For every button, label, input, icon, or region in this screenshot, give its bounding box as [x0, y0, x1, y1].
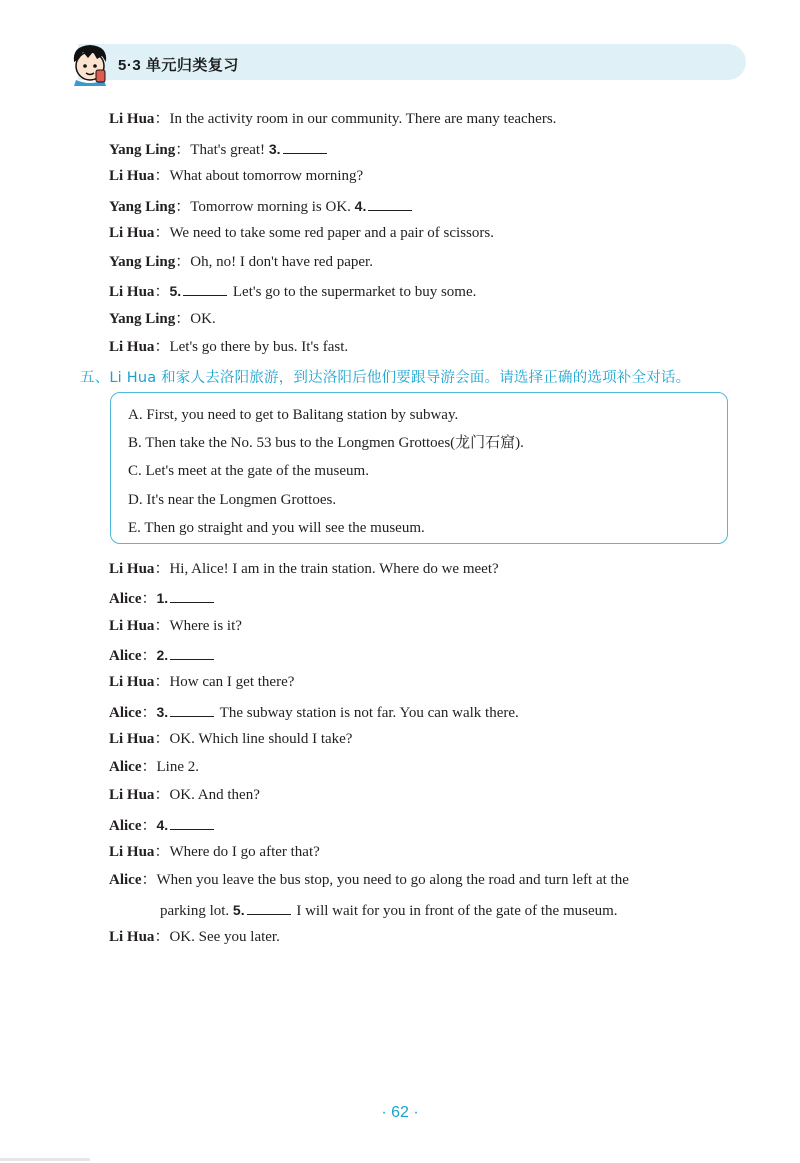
dialogue-top-line [109, 310, 216, 328]
question-number: 5. [169, 283, 182, 299]
speaker-name: Alice [109, 872, 142, 889]
line-text: Hi, Alice! I am in the train station. Where do we meet? [169, 561, 499, 577]
speaker-colon: ： [141, 647, 157, 664]
dialogue-bottom-line [109, 673, 294, 691]
line-text: OK. Which line should I take? [169, 730, 353, 747]
answer-blank[interactable] [283, 139, 327, 154]
line-text: OK. See you later. [169, 928, 280, 945]
dialogue-top-line [109, 139, 329, 159]
speaker-name: Li Hua [109, 284, 155, 300]
speaker-colon: ： [175, 310, 191, 327]
line-text: Where is it? [169, 617, 242, 634]
question-number: 1. [156, 590, 169, 607]
speaker-name: Li Hua [109, 339, 155, 355]
speaker-colon: ： [154, 674, 170, 691]
speaker-colon: ： [154, 225, 170, 241]
speaker-colon: ： [141, 872, 157, 889]
speaker-name: Li Hua [109, 168, 155, 184]
dialogue-top-line [109, 338, 348, 356]
dialogue-bottom-line [109, 928, 280, 946]
question-number: 4. [354, 197, 367, 214]
speaker-colon: ： [154, 844, 170, 860]
line-text: parking lot. [160, 902, 233, 919]
answer-blank[interactable] [170, 815, 214, 830]
speaker-name: Li Hua [109, 844, 155, 860]
line-text: Tomorrow morning is OK. [190, 198, 355, 215]
speaker-colon: ： [154, 339, 170, 355]
option-item: E. Then go straight and you will see the museum. [128, 519, 425, 536]
dialogue-top-line [109, 110, 556, 128]
line-text: Where do I go after that? [169, 844, 320, 860]
speaker-name: Li Hua [109, 111, 155, 127]
line-text: In the activity room in our community. There are many teachers. [169, 111, 557, 127]
line-text: That's great! [190, 141, 269, 158]
line-text: The subway station is not far. You can walk there. [216, 704, 519, 721]
answer-blank[interactable] [183, 281, 227, 296]
line-text: When you leave the bus stop, you need to go along the road and turn left at the [156, 872, 629, 889]
line-text: How can I get there? [169, 674, 295, 691]
dialogue-bottom-line [109, 730, 352, 748]
dialogue-top-line [109, 224, 494, 242]
answer-blank[interactable] [170, 702, 214, 717]
speaker-name: Li Hua [109, 730, 155, 747]
answer-blank[interactable] [247, 900, 291, 915]
speaker-name: Li Hua [109, 225, 155, 241]
dialogue-bottom-line [109, 645, 216, 665]
dialogue-top-line [109, 253, 373, 271]
answer-blank[interactable] [170, 588, 214, 603]
speaker-colon: ： [154, 111, 170, 127]
speaker-colon: ： [154, 168, 170, 184]
dialogue-bottom-line [109, 588, 216, 608]
option-item: C. Let's meet at the gate of the museum. [128, 463, 369, 480]
speaker-colon: ： [141, 591, 157, 608]
speaker-name: Yang Ling [109, 253, 176, 270]
speaker-name: Alice [109, 704, 142, 721]
line-text: Oh, no! I don't have red paper. [190, 253, 373, 270]
dialogue-bottom-line [109, 815, 216, 835]
dialogue-bottom-line [109, 617, 242, 635]
speaker-colon: ： [175, 253, 191, 270]
line-text: OK. [190, 310, 216, 327]
speaker-colon: ： [141, 704, 157, 721]
option-item: B. Then take the No. 53 bus to the Longmen Grottoes(龙门石窟). [128, 435, 524, 452]
dialogue-bottom-line [109, 843, 320, 861]
dialogue-bottom-line [109, 786, 260, 804]
line-text: Line 2. [156, 759, 199, 776]
speaker-name: Yang Ling [109, 141, 176, 158]
speaker-colon: ： [154, 928, 170, 945]
question-number: 5. [232, 901, 245, 918]
speaker-colon: ： [154, 730, 170, 747]
answer-blank[interactable] [170, 645, 214, 660]
dialogue-bottom-line [109, 758, 199, 776]
speaker-colon: ： [154, 787, 170, 804]
question-number: 2. [156, 646, 169, 663]
speaker-name: Li Hua [109, 617, 155, 634]
question-number: 3. [268, 140, 281, 157]
speaker-name: Li Hua [109, 561, 155, 577]
speaker-colon: ： [154, 617, 170, 634]
section-5-title: 五、Li Hua 和家人去洛阳旅游，到达洛阳后他们要跟导游会面。请选择正确的选项补全对话。 [80, 370, 691, 386]
option-item: A. First, you need to get to Balitang station by subway. [128, 407, 459, 423]
dialogue-top-line [109, 167, 363, 185]
speaker-name: Alice [109, 817, 142, 834]
dialogue-top-line [109, 196, 414, 216]
speaker-name: Li Hua [109, 787, 155, 804]
dialogue-bottom-line [109, 702, 519, 722]
mascot-icon [66, 40, 114, 86]
speaker-name: Alice [109, 647, 142, 664]
question-number: 4. [156, 816, 169, 833]
line-text: Let's go there by bus. It's fast. [169, 339, 349, 355]
line-text: What about tomorrow morning? [169, 168, 364, 184]
speaker-colon: ： [141, 759, 157, 776]
line-text: Let's go to the supermarket to buy some. [229, 284, 477, 300]
speaker-colon: ： [175, 141, 191, 158]
line-text: OK. And then? [169, 787, 260, 804]
speaker-name: Yang Ling [109, 310, 176, 327]
answer-blank[interactable] [368, 196, 412, 211]
speaker-colon: ： [141, 817, 157, 834]
speaker-colon: ： [175, 198, 191, 215]
line-text: I will wait for you in front of the gate of the museum. [292, 902, 618, 919]
speaker-name: Alice [109, 591, 142, 608]
dialogue-bottom-line [160, 900, 618, 920]
speaker-colon: ： [154, 284, 170, 300]
speaker-colon: ： [154, 561, 170, 577]
line-text: We need to take some red paper and a pair of scissors. [169, 225, 494, 241]
speaker-name: Yang Ling [109, 198, 176, 215]
question-number: 3. [156, 703, 169, 720]
header-title: 5·3 单元归类复习 [118, 57, 239, 74]
page-number: · 62 · [381, 1104, 419, 1121]
speaker-name: Alice [109, 759, 142, 776]
speaker-name: Li Hua [109, 928, 155, 945]
option-item: D. It's near the Longmen Grottoes. [128, 491, 337, 508]
dialogue-top-line [109, 281, 476, 301]
dialogue-bottom-line [109, 560, 499, 578]
speaker-name: Li Hua [109, 674, 155, 691]
dialogue-bottom-line [109, 871, 629, 889]
corner-mark [0, 1158, 90, 1161]
